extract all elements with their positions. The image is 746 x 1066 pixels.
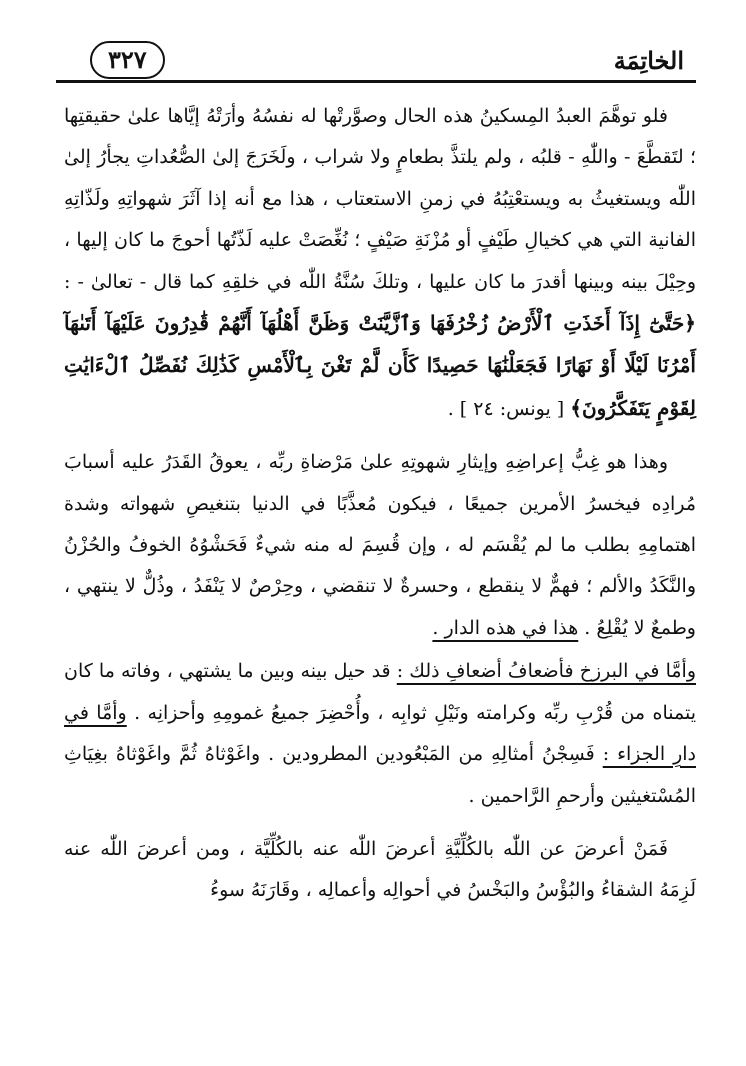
verse-reference: [ يونس: ٢٤ ] . [447, 397, 565, 420]
paragraph-4-text: فَمَنْ أعرضَ عن اللّٰه بالكُلِّيَّةِ أعرضَ اللّٰه عنه بالكُلِّيَّة ، ومن أعرضَ اللّٰه عنه لَزِمَهُ الشقاءُ والبُؤْسُ والبَخْسُ في أحوالِه وأعمالِه ، وقَارَنَهُ سوءُ [64, 837, 696, 902]
paragraph-2-text: وهذا هو غِبُّ إعراضِهِ وإيثارِ شهوتِهِ علىٰ مَرْضاةِ ربِّه ، يعوقُ القَدَرُ عليه أسبابَ مُرادِه فيخسرُ الأمرين جميعًا ، فيكون مُعذَّبًا في الدنيا بتنغيصِ شهواته وشدة اهتمامِهِ بطلب ما لم يُقْسَم له ، وإن قُسِمَ له منه شيءٌ فَحَشْوُهُ الخوفُ والحُزْنُ والنَّكَدُ والألم ؛ فهمٌّ لا ينقطع ، وحسرةٌ لا تنقضي ، وحِرْصٌ لا يَنْفَدُ ، وذُلٌّ لا ينتهي ، وطمعٌ لا يُقْلِعُ . [64, 451, 696, 639]
paragraph-1-text: فلو توهَّمَ العبدُ المِسكينُ هذه الحال وصوَّرتْها له نفسُهُ وأرَتْهُ إيَّاها علىٰ حقيقتِها ؛ لتَقطَّعَ - واللّٰهِ - قلبُه ، ولم يلتذَّ بطعامٍ ولا شراب ، ولَخَرَجَ إلىٰ الصُّعُداتِ يجأرُ إلىٰ اللّٰه ويستغيثُ به ويستعْتِبُهُ في زمنِ الاستعتاب ، هذا مع أنه إذا آثَرَ شهواتِهِ ولَذّاتِهِ الفانية التي هي كخيالِ طَيْفٍ أو مُزْنَةِ صَيْفٍ ؛ نُغِّصَتْ عليه لَذّتُها أحوجَ ما كان إليها ، وحِيْلَ بينه وبينها أقدرَ ما كان عليها ، وتلكَ سُنَّةُ اللّٰه في خلقِهِ كما قال - تعالىٰ - : [64, 105, 696, 293]
paragraph-4 [64, 829, 696, 912]
underlined-phrase: هذا في هذه الدار . [432, 616, 579, 639]
underlined-phrase-barzakh: وأمَّا في البرزخ فأضعافُ أضعافِ ذلك : [396, 660, 697, 683]
running-title: الخاتِمَة [613, 45, 684, 75]
page-number: ٣٢٧ [90, 41, 165, 79]
underlined-phrase-jaza: وأمَّا في دارِ الجزاء : [64, 701, 696, 766]
quran-verse: ﴿حَتَّىٰٓ إِذَآ أَخَذَتِ ٱلْأَرْضُ زُخْرُفَهَا وَٱزَّيَّنَتْ وَظَنَّ أَهْلُهَآ أَنَّهُمْ قَٰدِرُونَ عَلَيْهَآ أَتَىٰهَآ أَمْرُنَا لَيْلًا أَوْ نَهَارًا فَجَعَلْنَٰهَا حَصِيدًا كَأَن لَّمْ تَغْنَ بِٱلْأَمْسِ كَذَٰلِكَ نُفَصِّلُ ٱلْءَايَٰتِ لِقَوْمٍ يَتَفَكَّرُونَ﴾ [64, 311, 696, 420]
paragraph-3 [64, 651, 696, 817]
paragraph-3-text-end: فَسِجْنُ أمثالِهِ من المَبْعُودين المطرودين . واغَوْثاهُ ثُمَّ واغَوْثاهُ بغِيَاثِ المُسْتغيثين وأرحمِ الرَّاحمين . [64, 743, 696, 807]
header-rule [56, 80, 696, 83]
paragraph-1 [64, 96, 696, 430]
paragraph-3-text: قد حيل بينه وبين ما يشتهي ، وفاته ما كان يتمناه من قُرْبِ ربِّه وكرامته ونَيْلِ ثوابِه ، وأُحْضِرَ جميعُ غمومِهِ وأحزانِه . [64, 660, 696, 724]
paragraph-2 [64, 442, 696, 649]
body-text [64, 96, 696, 912]
page-header [60, 38, 696, 82]
